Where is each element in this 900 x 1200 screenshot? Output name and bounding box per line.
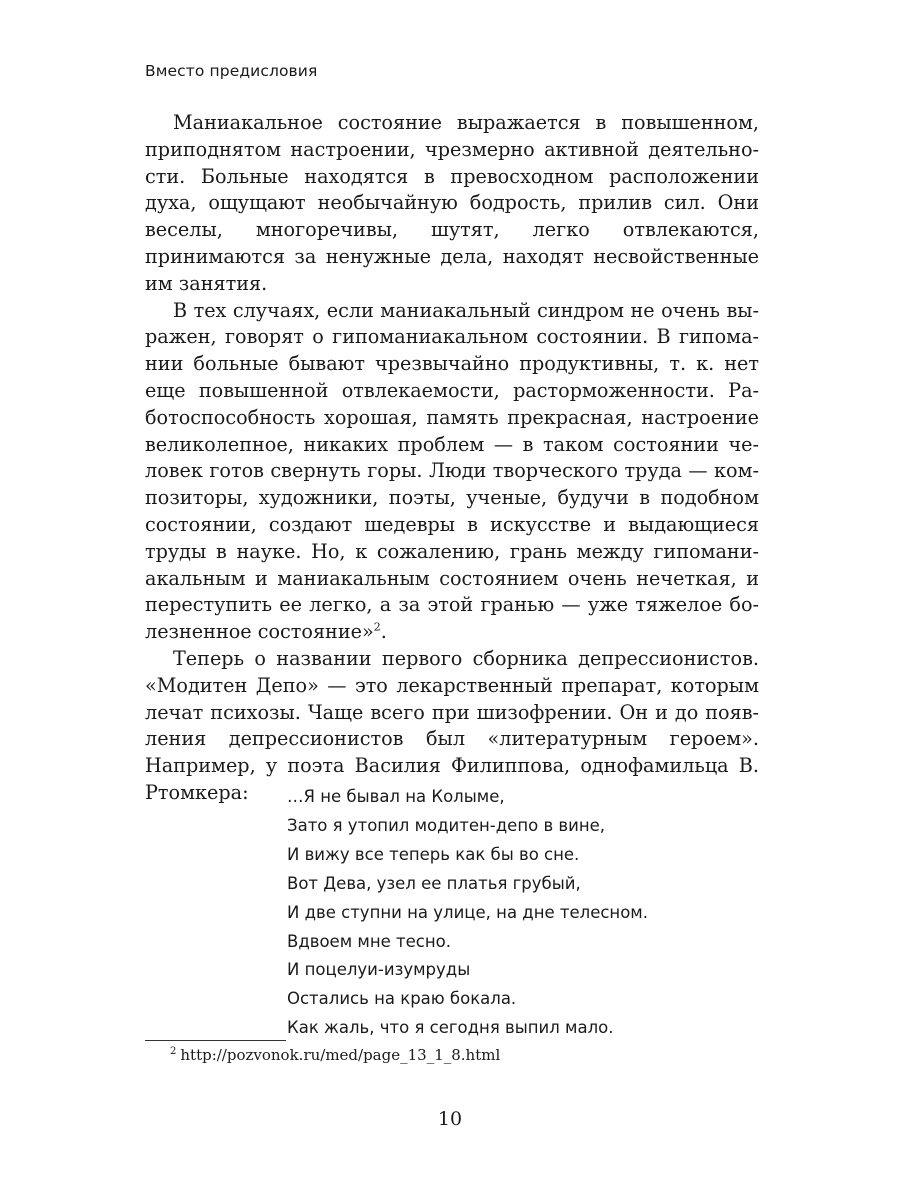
running-head: Вместо предисловия (145, 62, 318, 80)
footnote-divider (145, 1040, 286, 1041)
paragraph-2: В тех случаях, если маниакальный синдром не очень выражен, говорят о гипоманиакальном состоянии. В гипомании больные бывают чрезвычайно продуктивны, т. к. нет еще повышенной отвлекаемости, расторможенности. Работоспособность хорошая, память прекрасная, настроение великолепное, никаких проблем — в таком состоянии человек готов свернуть горы. Люди творческого труда — композиторы, художники, поэты, ученые, будучи в подобном состоянии, создают шедевры в искусстве и выдающиеся труды в науке. Но, к сожалению, грань между гипоманиакальным и маниакальным состоянием очень нечеткая, и переступить ее легко, а за этой гранью — уже тяжелое болезненное состояние»$^2$. (145, 298, 759, 644)
poem-line: Вот Дева, узел ее платья грубый, (287, 873, 581, 893)
poem (287, 783, 648, 1043)
paragraph-2-text: В тех случаях, если маниакальный синдром не очень выражен, говорят о гипоманиакальном состоянии. В гипомании больные бывают чрезвычайно продуктивны, т. к. нет еще повышенной отвлекаемости, расторможенности. Работоспособность хорошая, память прекрасная, настроение великолепное, никаких проблем — в таком состоянии человек готов свернуть горы. Люди творческого труда — композиторы, художники, поэты, ученые, будучи в подобном состоянии, создают шедевры в искусстве и выдающиеся труды в науке. Но, к сожалению, грань между гипоманиакальным и маниакальным состоянием очень нечеткая, и переступить ее легко, а за этой гранью — уже тяжелое болезненное состояние» (145, 298, 759, 644)
poem-line: И вижу все теперь как бы во сне. (287, 844, 580, 864)
body-text (145, 110, 759, 807)
page-number: 10 (437, 1108, 463, 1130)
paragraph-1: Маниакальное состояние выражается в повышенном, приподнятом настроении, чрезмерно активной деятельности. Больные находятся в превосходном расположении духа, ощущают необычайную бодрость, прилив сил. Они веселы, многоречивы, шутят, легко отвлекаются, принимаются за ненужные дела, находят несвойственные им занятия. (145, 111, 759, 295)
poem-line: И поцелуи-изумруды (287, 960, 471, 980)
poem-line: Как жаль, что я сегодня выпил мало. (287, 1018, 614, 1038)
footnote-number: 2 (170, 1046, 177, 1057)
poem-line: Зато я утопил модитен-депо в вине, (287, 815, 606, 835)
poem-line: Остались на краю бокала. (287, 989, 517, 1009)
footnote (170, 1046, 500, 1064)
poem-line: И две ступни на улице, на дне телесном. (287, 902, 649, 922)
poem-line: …Я не бывал на Колыме, (287, 787, 505, 806)
poem-line: Вдвоем мне тесно. (287, 931, 451, 951)
paragraph-3: Теперь о названии первого сборника депрессионистов. «Модитен Депо» — это лекарственный препарат, которым лечат психозы. Чаще всего при шизофрении. Он и до появления депрессионистов был «литературным героем». Например, у поэта Василия Филиппова, однофамильца В. Ртомкера: (145, 646, 759, 804)
footnote-reference: 2 (373, 620, 381, 634)
footnote-text: http://pozvonok.ru/med/page_13_1_8.html (180, 1046, 501, 1064)
